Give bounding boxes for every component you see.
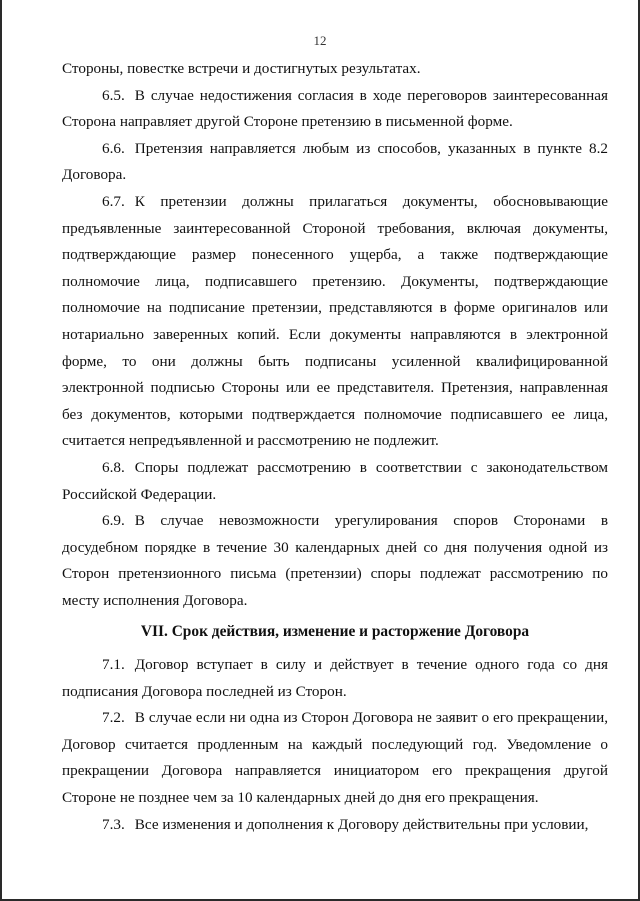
clause-text: В случае если ни одна из Сторон Договора не заявит о его прекращении, Договор считается продленным на каждый последующий год. Уведомление о прекращении Договора направляется инициатором его прекращения другой Стороне не позднее чем за 10 календарных дней до дня его прекращения. <box>62 709 608 806</box>
clause-6-7 <box>62 189 608 455</box>
section-heading: VII. Срок действия, изменение и расторжение Договора <box>140 623 530 640</box>
clause-text: Все изменения и дополнения к Договору действительны при условии, <box>134 815 589 833</box>
clause-text: Претензия направляется любым из способов, указанных в пункте 8.2 Договора. <box>62 139 608 184</box>
continuation-line: Стороны, повестке встречи и достигнутых результатах. <box>62 60 421 77</box>
clause-text: Договор вступает в силу и действует в течение одного года со дня подписания Договора последней из Сторон. <box>62 656 608 700</box>
page-number: 12 <box>313 33 327 48</box>
clause-number: 7.2. <box>102 709 125 727</box>
clause-7-3 <box>62 812 608 839</box>
clause-6-5 <box>62 83 608 136</box>
clause-number: 6.5. <box>102 86 125 104</box>
scan-edge-left <box>0 0 2 901</box>
clause-6-9 <box>62 508 608 614</box>
section-6-text <box>62 56 608 614</box>
clause-7-2 <box>62 705 608 811</box>
clause-number: 6.7. <box>102 192 125 210</box>
clause-number: 7.1. <box>102 656 125 673</box>
clause-text: В случае недостижения согласия в ходе переговоров заинтересованная Сторона направляет другой Стороне претензию в письменной форме. <box>62 86 608 131</box>
section-7-text <box>62 652 608 838</box>
clause-text: Споры подлежат рассмотрению в соответствии с законодательством Российской Федерации. <box>62 458 608 503</box>
clause-number: 6.8. <box>102 458 125 476</box>
clause-text: К претензии должны прилагаться документы, обосновывающие предъявленные заинтересованной Стороной требования, включая документы, подтверждающие размер понесенного ущерба, а также подтверждающие полномочие лица, подписавшего претензию. Документы, подтверждающие полномочие на подписание претензии, представляются в форме оригиналов или нотариально заверенных копий. Если документы направляются в электронной форме, то они должны быть подписаны усиленной квалифицированной электронной подписью Стороны или ее представителя. Претензия, направленная без документов, которыми подтверждается полномочие подписавшего ее лица, считается непредъявленной и рассмотрению не подлежит. <box>62 192 608 450</box>
clause-number: 6.6. <box>102 139 125 157</box>
clause-text: В случае невозможности урегулирования споров Сторонами в досудебном порядке в течение 30 календарных дней со дня получения одной из Сторон претензионного письма (претензии) споры подлежат рассмотрению по месту исполнения Договора. <box>62 512 608 609</box>
clause-6-8 <box>62 455 608 508</box>
clause-7-1 <box>62 652 608 705</box>
clause-number: 6.9. <box>102 512 125 530</box>
clause-6-6 <box>62 136 608 189</box>
clause-number: 7.3. <box>102 815 125 833</box>
